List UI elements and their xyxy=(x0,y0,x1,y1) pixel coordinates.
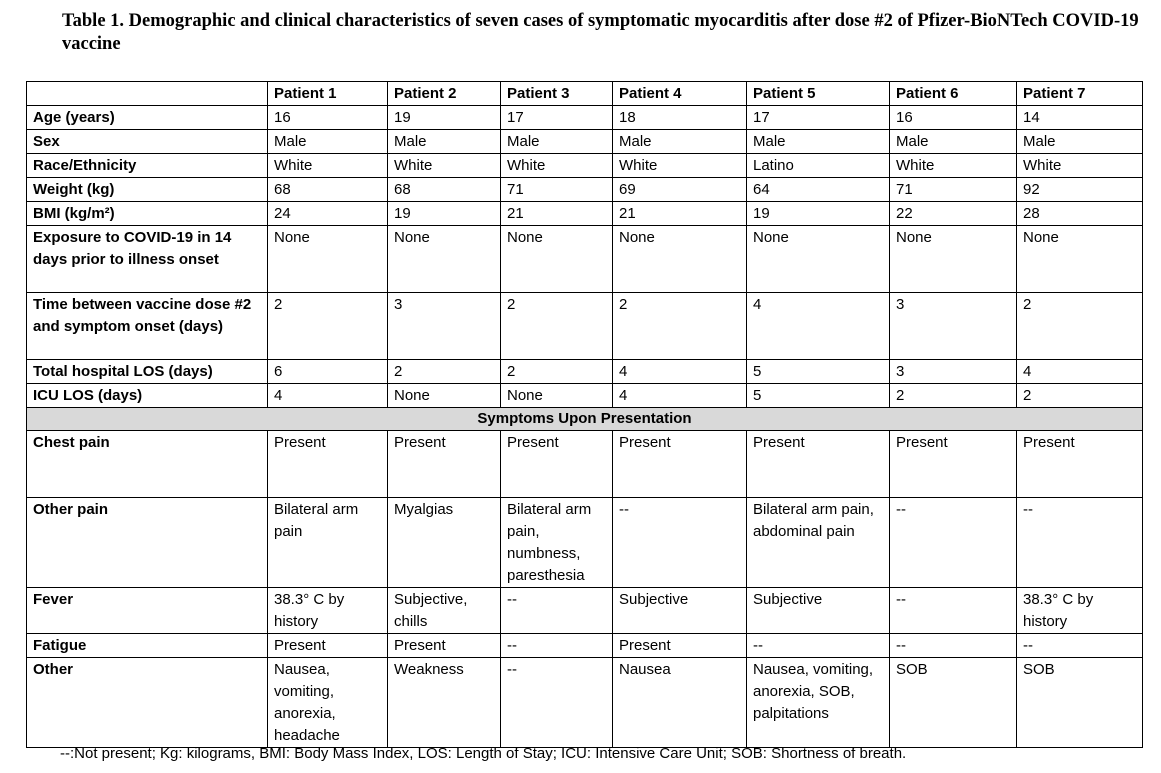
cell-patient-6: Male xyxy=(890,130,1017,154)
row-label-bmi-kg-m: BMI (kg/m²) xyxy=(27,202,268,226)
cell-patient-2: 2 xyxy=(388,360,501,384)
cell-patient-5: -- xyxy=(747,634,890,658)
row-label-chest-pain: Chest pain xyxy=(27,431,268,498)
cell-patient-5: 5 xyxy=(747,384,890,408)
row-label-fever: Fever xyxy=(27,588,268,634)
cell-patient-4: 18 xyxy=(613,106,747,130)
cell-patient-6: White xyxy=(890,154,1017,178)
header-patient-6: Patient 6 xyxy=(890,82,1017,106)
table-row xyxy=(27,293,1143,360)
cell-patient-1: 4 xyxy=(268,384,388,408)
cell-patient-2: None xyxy=(388,226,501,293)
header-row xyxy=(27,82,1143,106)
cell-patient-5: Bilateral arm pain, abdominal pain xyxy=(747,498,890,588)
table-row xyxy=(27,202,1143,226)
section-row xyxy=(27,408,1143,431)
cell-patient-4: 4 xyxy=(613,384,747,408)
cell-patient-2: Subjective, chills xyxy=(388,588,501,634)
cell-patient-1: 6 xyxy=(268,360,388,384)
cell-patient-6: -- xyxy=(890,498,1017,588)
row-label-sex: Sex xyxy=(27,130,268,154)
cell-patient-7: 14 xyxy=(1017,106,1143,130)
section-title: Symptoms Upon Presentation xyxy=(27,408,1143,431)
cell-patient-3: 2 xyxy=(501,293,613,360)
cell-patient-6: 3 xyxy=(890,360,1017,384)
row-label-time-between-vaccine-dose-2-and-symptom-onset-days: Time between vaccine dose #2 and symptom onset (days) xyxy=(27,293,268,360)
table-row xyxy=(27,384,1143,408)
cell-patient-3: White xyxy=(501,154,613,178)
cell-patient-7: 28 xyxy=(1017,202,1143,226)
cell-patient-3: None xyxy=(501,384,613,408)
cell-patient-6: 71 xyxy=(890,178,1017,202)
cell-patient-6: -- xyxy=(890,634,1017,658)
header-patient-5: Patient 5 xyxy=(747,82,890,106)
cell-patient-4: Present xyxy=(613,431,747,498)
cell-patient-7: 2 xyxy=(1017,384,1143,408)
cell-patient-4: Nausea xyxy=(613,658,747,748)
cell-patient-7: Present xyxy=(1017,431,1143,498)
cell-patient-4: Subjective xyxy=(613,588,747,634)
cell-patient-7: -- xyxy=(1017,498,1143,588)
cell-patient-1: Male xyxy=(268,130,388,154)
cell-patient-7: 92 xyxy=(1017,178,1143,202)
cell-patient-7: -- xyxy=(1017,634,1143,658)
cell-patient-1: Nausea, vomiting, anorexia, headache xyxy=(268,658,388,748)
cell-patient-1: Present xyxy=(268,634,388,658)
table-row xyxy=(27,658,1143,748)
cell-patient-6: 2 xyxy=(890,384,1017,408)
cell-patient-1: None xyxy=(268,226,388,293)
cell-patient-3: 21 xyxy=(501,202,613,226)
cell-patient-5: Subjective xyxy=(747,588,890,634)
cell-patient-3: Male xyxy=(501,130,613,154)
cell-patient-5: 4 xyxy=(747,293,890,360)
cell-patient-3: 71 xyxy=(501,178,613,202)
cell-patient-5: Present xyxy=(747,431,890,498)
cell-patient-4: 2 xyxy=(613,293,747,360)
cell-patient-7: Male xyxy=(1017,130,1143,154)
cell-patient-7: 2 xyxy=(1017,293,1143,360)
cell-patient-5: 17 xyxy=(747,106,890,130)
cell-patient-5: Nausea, vomiting, anorexia, SOB, palpitations xyxy=(747,658,890,748)
table-row xyxy=(27,588,1143,634)
cell-patient-3: Present xyxy=(501,431,613,498)
cell-patient-2: Present xyxy=(388,634,501,658)
cell-patient-4: Male xyxy=(613,130,747,154)
cell-patient-1: Bilateral arm pain xyxy=(268,498,388,588)
cell-patient-3: 17 xyxy=(501,106,613,130)
cell-patient-4: -- xyxy=(613,498,747,588)
cell-patient-3: -- xyxy=(501,588,613,634)
cell-patient-4: White xyxy=(613,154,747,178)
cell-patient-7: 4 xyxy=(1017,360,1143,384)
header-patient-3: Patient 3 xyxy=(501,82,613,106)
cell-patient-2: 68 xyxy=(388,178,501,202)
cell-patient-7: SOB xyxy=(1017,658,1143,748)
cell-patient-2: Male xyxy=(388,130,501,154)
row-label-fatigue: Fatigue xyxy=(27,634,268,658)
cell-patient-4: 69 xyxy=(613,178,747,202)
cell-patient-2: Weakness xyxy=(388,658,501,748)
row-label-total-hospital-los-days: Total hospital LOS (days) xyxy=(27,360,268,384)
cell-patient-7: 38.3° C by history xyxy=(1017,588,1143,634)
cell-patient-6: 22 xyxy=(890,202,1017,226)
cell-patient-2: White xyxy=(388,154,501,178)
cell-patient-1: 16 xyxy=(268,106,388,130)
cell-patient-6: Present xyxy=(890,431,1017,498)
cell-patient-4: None xyxy=(613,226,747,293)
cell-patient-4: 21 xyxy=(613,202,747,226)
cell-patient-1: 68 xyxy=(268,178,388,202)
cell-patient-7: None xyxy=(1017,226,1143,293)
header-patient-4: Patient 4 xyxy=(613,82,747,106)
cell-patient-5: Male xyxy=(747,130,890,154)
cell-patient-6: SOB xyxy=(890,658,1017,748)
demographics-body xyxy=(27,106,1143,408)
cell-patient-1: 2 xyxy=(268,293,388,360)
cell-patient-4: 4 xyxy=(613,360,747,384)
cell-patient-6: 16 xyxy=(890,106,1017,130)
table-row xyxy=(27,178,1143,202)
cell-patient-6: 3 xyxy=(890,293,1017,360)
cell-patient-3: Bilateral arm pain, numbness, paresthesia xyxy=(501,498,613,588)
cell-patient-7: White xyxy=(1017,154,1143,178)
table-row xyxy=(27,226,1143,293)
cell-patient-3: -- xyxy=(501,634,613,658)
cell-patient-5: 64 xyxy=(747,178,890,202)
cell-patient-3: None xyxy=(501,226,613,293)
row-label-race-ethnicity: Race/Ethnicity xyxy=(27,154,268,178)
cell-patient-1: 38.3° C by history xyxy=(268,588,388,634)
table-row xyxy=(27,634,1143,658)
cell-patient-1: Present xyxy=(268,431,388,498)
cell-patient-1: 24 xyxy=(268,202,388,226)
row-label-age-years: Age (years) xyxy=(27,106,268,130)
cell-patient-2: 3 xyxy=(388,293,501,360)
header-patient-7: Patient 7 xyxy=(1017,82,1143,106)
table-row xyxy=(27,498,1143,588)
cell-patient-5: 19 xyxy=(747,202,890,226)
row-label-icu-los-days: ICU LOS (days) xyxy=(27,384,268,408)
header-patient-1: Patient 1 xyxy=(268,82,388,106)
symptoms-section xyxy=(27,408,1143,431)
table-row xyxy=(27,130,1143,154)
cell-patient-2: Present xyxy=(388,431,501,498)
cell-patient-5: None xyxy=(747,226,890,293)
characteristics-table xyxy=(26,81,1143,748)
cell-patient-1: White xyxy=(268,154,388,178)
row-label-exposure-to-covid-19-in-14-days-prior-to-illness-onset: Exposure to COVID-19 in 14 days prior to illness onset xyxy=(27,226,268,293)
table-row xyxy=(27,360,1143,384)
cell-patient-5: Latino xyxy=(747,154,890,178)
table-title: Table 1. Demographic and clinical characteristics of seven cases of symptomatic myocarditis after dose #2 of Pfizer-BioNTech COVID-19 vaccine xyxy=(62,11,1139,54)
cell-patient-3: 2 xyxy=(501,360,613,384)
cell-patient-2: Myalgias xyxy=(388,498,501,588)
cell-patient-2: 19 xyxy=(388,202,501,226)
cell-patient-5: 5 xyxy=(747,360,890,384)
cell-patient-6: None xyxy=(890,226,1017,293)
table-row xyxy=(27,431,1143,498)
row-label-weight-kg: Weight (kg) xyxy=(27,178,268,202)
table-row xyxy=(27,106,1143,130)
cell-patient-3: -- xyxy=(501,658,613,748)
cell-patient-2: None xyxy=(388,384,501,408)
cell-patient-4: Present xyxy=(613,634,747,658)
row-label-other: Other xyxy=(27,658,268,748)
header-patient-2: Patient 2 xyxy=(388,82,501,106)
cell-patient-2: 19 xyxy=(388,106,501,130)
symptoms-body xyxy=(27,431,1143,748)
header-cell-empty xyxy=(27,82,268,106)
footnote: --:Not present; Kg: kilograms, BMI: Body Mass Index, LOS: Length of Stay; ICU: Intensive Care Unit; SOB: Shortness of breath. xyxy=(60,745,907,762)
cell-patient-6: -- xyxy=(890,588,1017,634)
table-row xyxy=(27,154,1143,178)
row-label-other-pain: Other pain xyxy=(27,498,268,588)
